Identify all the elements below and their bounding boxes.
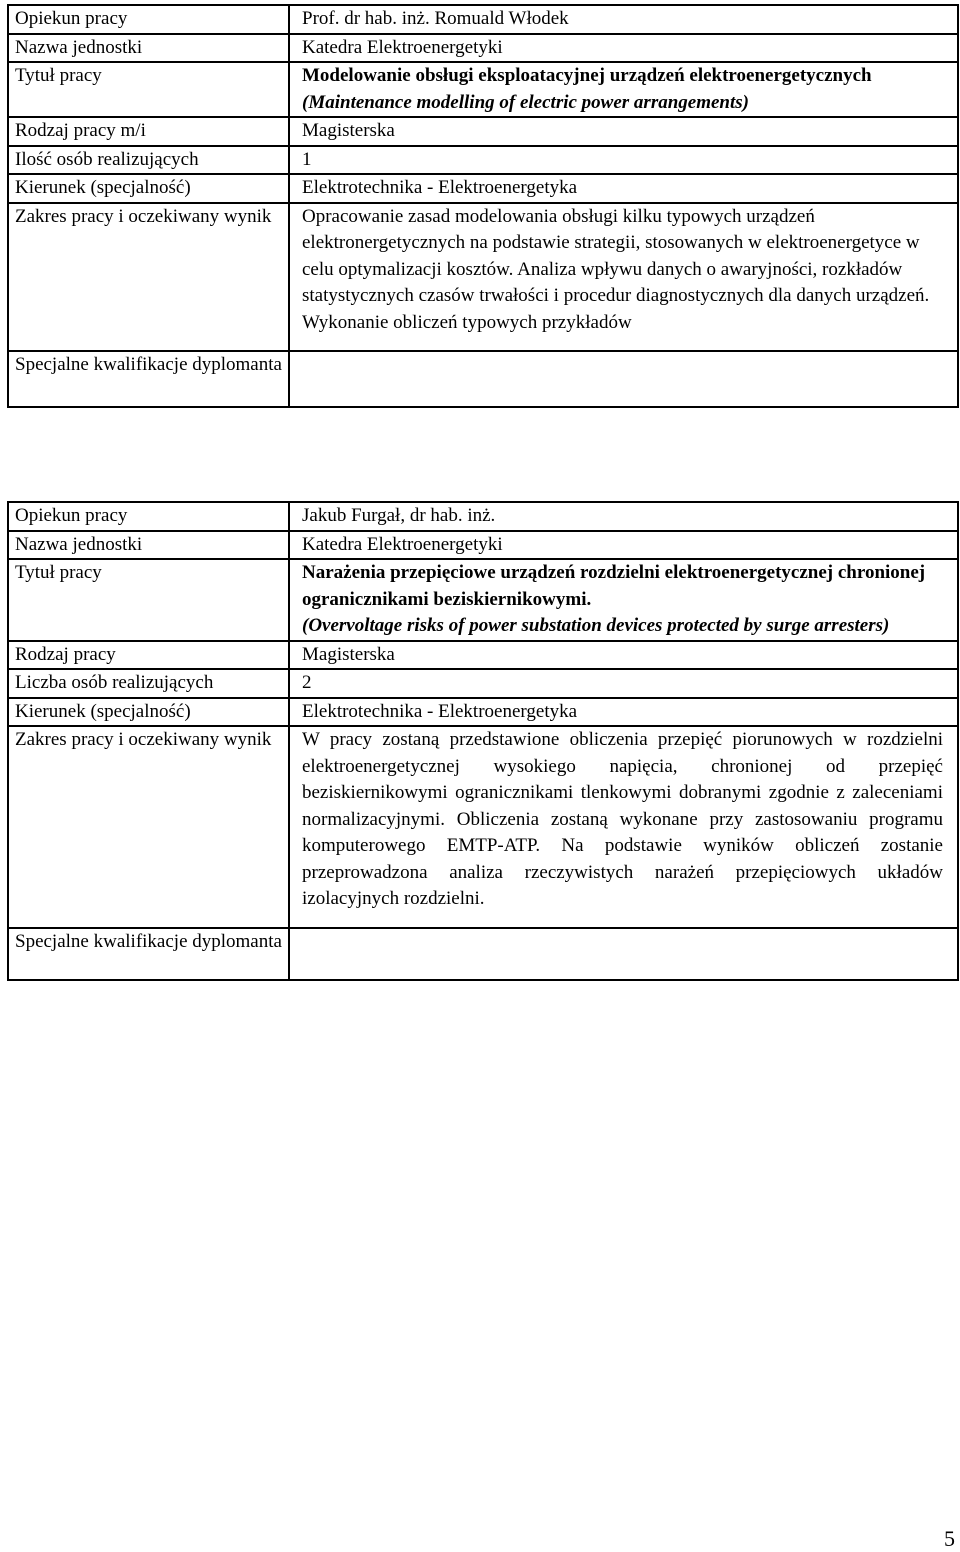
row-unit bbox=[8, 531, 958, 560]
row-scope bbox=[8, 203, 958, 352]
title-polish: Modelowanie obsługi eksploatacyjnej urządzeń elektroenergetycznych bbox=[302, 65, 872, 86]
page-number: 5 bbox=[944, 1526, 955, 1551]
thesis-table-2 bbox=[7, 501, 959, 981]
direction-label: Kierunek (specjalność) bbox=[8, 174, 289, 203]
thesis-table-1 bbox=[7, 4, 959, 408]
row-type bbox=[8, 641, 958, 670]
row-supervisor bbox=[8, 502, 958, 531]
row-persons bbox=[8, 669, 958, 698]
scope-value: W pracy zostaną przedstawione obliczenia przepięć piorunowych w rozdzielni elektroenergetycznej wysokiego napięcia, chronionej od przepięć beziskiernikowymi ogranicznikami tlenkowymi dobranymi zgodnie z zaleceniami normalizacyjnymi. Obliczenia zostaną wykonane przy zastosowaniu programu komputerowego EMTP-ATP. Na podstawie wyników obliczeń zostanie przeprowadzona analiza rzeczywistych narażeń przepięciowych układów izolacyjnych rozdzielni. bbox=[289, 726, 958, 928]
direction-label: Kierunek (specjalność) bbox=[8, 698, 289, 727]
row-unit bbox=[8, 34, 958, 63]
title-english: (Maintenance modelling of electric power arrangements) bbox=[302, 91, 750, 113]
title-polish: Narażenia przepięciowe urządzeń rozdzielni elektroenergetycznej chronionej ogranicznikami beziskiernikowymi. bbox=[302, 562, 926, 610]
row-direction bbox=[8, 174, 958, 203]
title-value bbox=[289, 559, 958, 641]
row-scope bbox=[8, 726, 958, 928]
qualifications-label: Specjalne kwalifikacje dyplomanta bbox=[8, 351, 289, 407]
title-label: Tytuł pracy bbox=[8, 559, 289, 641]
scope-value: Opracowanie zasad modelowania obsługi kilku typowych urządzeń elektronergetycznych na podstawie strategii, stosowanych w elektroenergetyce w celu optymalizacji kosztów. Analiza wpływu danych o awaryjności, rozkładów statystycznych czasów trwałości i procedur diagnostycznych dla danych urządzeń. Wykonanie obliczeń typowych przykładów bbox=[289, 203, 958, 352]
qualifications-value bbox=[289, 928, 958, 980]
unit-label: Nazwa jednostki bbox=[8, 531, 289, 560]
persons-label: Ilość osób realizujących bbox=[8, 146, 289, 175]
qualifications-label: Specjalne kwalifikacje dyplomanta bbox=[8, 928, 289, 980]
title-value bbox=[289, 62, 958, 117]
title-label: Tytuł pracy bbox=[8, 62, 289, 117]
persons-value: 1 bbox=[289, 146, 958, 175]
supervisor-value: Jakub Furgał, dr hab. inż. bbox=[289, 502, 958, 531]
unit-label: Nazwa jednostki bbox=[8, 34, 289, 63]
supervisor-label: Opiekun pracy bbox=[8, 502, 289, 531]
unit-value: Katedra Elektroenergetyki bbox=[289, 34, 958, 63]
row-supervisor bbox=[8, 5, 958, 34]
scope-label: Zakres pracy i oczekiwany wynik bbox=[8, 726, 289, 928]
scope-label: Zakres pracy i oczekiwany wynik bbox=[8, 203, 289, 352]
type-value: Magisterska bbox=[289, 641, 958, 670]
type-label: Rodzaj pracy bbox=[8, 641, 289, 670]
row-qualifications bbox=[8, 351, 958, 407]
type-value: Magisterska bbox=[289, 117, 958, 146]
row-qualifications bbox=[8, 928, 958, 980]
type-label: Rodzaj pracy m/i bbox=[8, 117, 289, 146]
supervisor-label: Opiekun pracy bbox=[8, 5, 289, 34]
persons-label: Liczba osób realizujących bbox=[8, 669, 289, 698]
row-direction bbox=[8, 698, 958, 727]
row-persons bbox=[8, 146, 958, 175]
supervisor-value: Prof. dr hab. inż. Romuald Włodek bbox=[289, 5, 958, 34]
qualifications-value bbox=[289, 351, 958, 407]
title-english: (Overvoltage risks of power substation devices protected by surge arresters) bbox=[302, 615, 890, 636]
persons-value: 2 bbox=[289, 669, 958, 698]
row-title bbox=[8, 62, 958, 117]
direction-value: Elektrotechnika - Elektroenergetyka bbox=[289, 174, 958, 203]
unit-value: Katedra Elektroenergetyki bbox=[289, 531, 958, 560]
row-type bbox=[8, 117, 958, 146]
direction-value: Elektrotechnika - Elektroenergetyka bbox=[289, 698, 958, 727]
row-title bbox=[8, 559, 958, 641]
